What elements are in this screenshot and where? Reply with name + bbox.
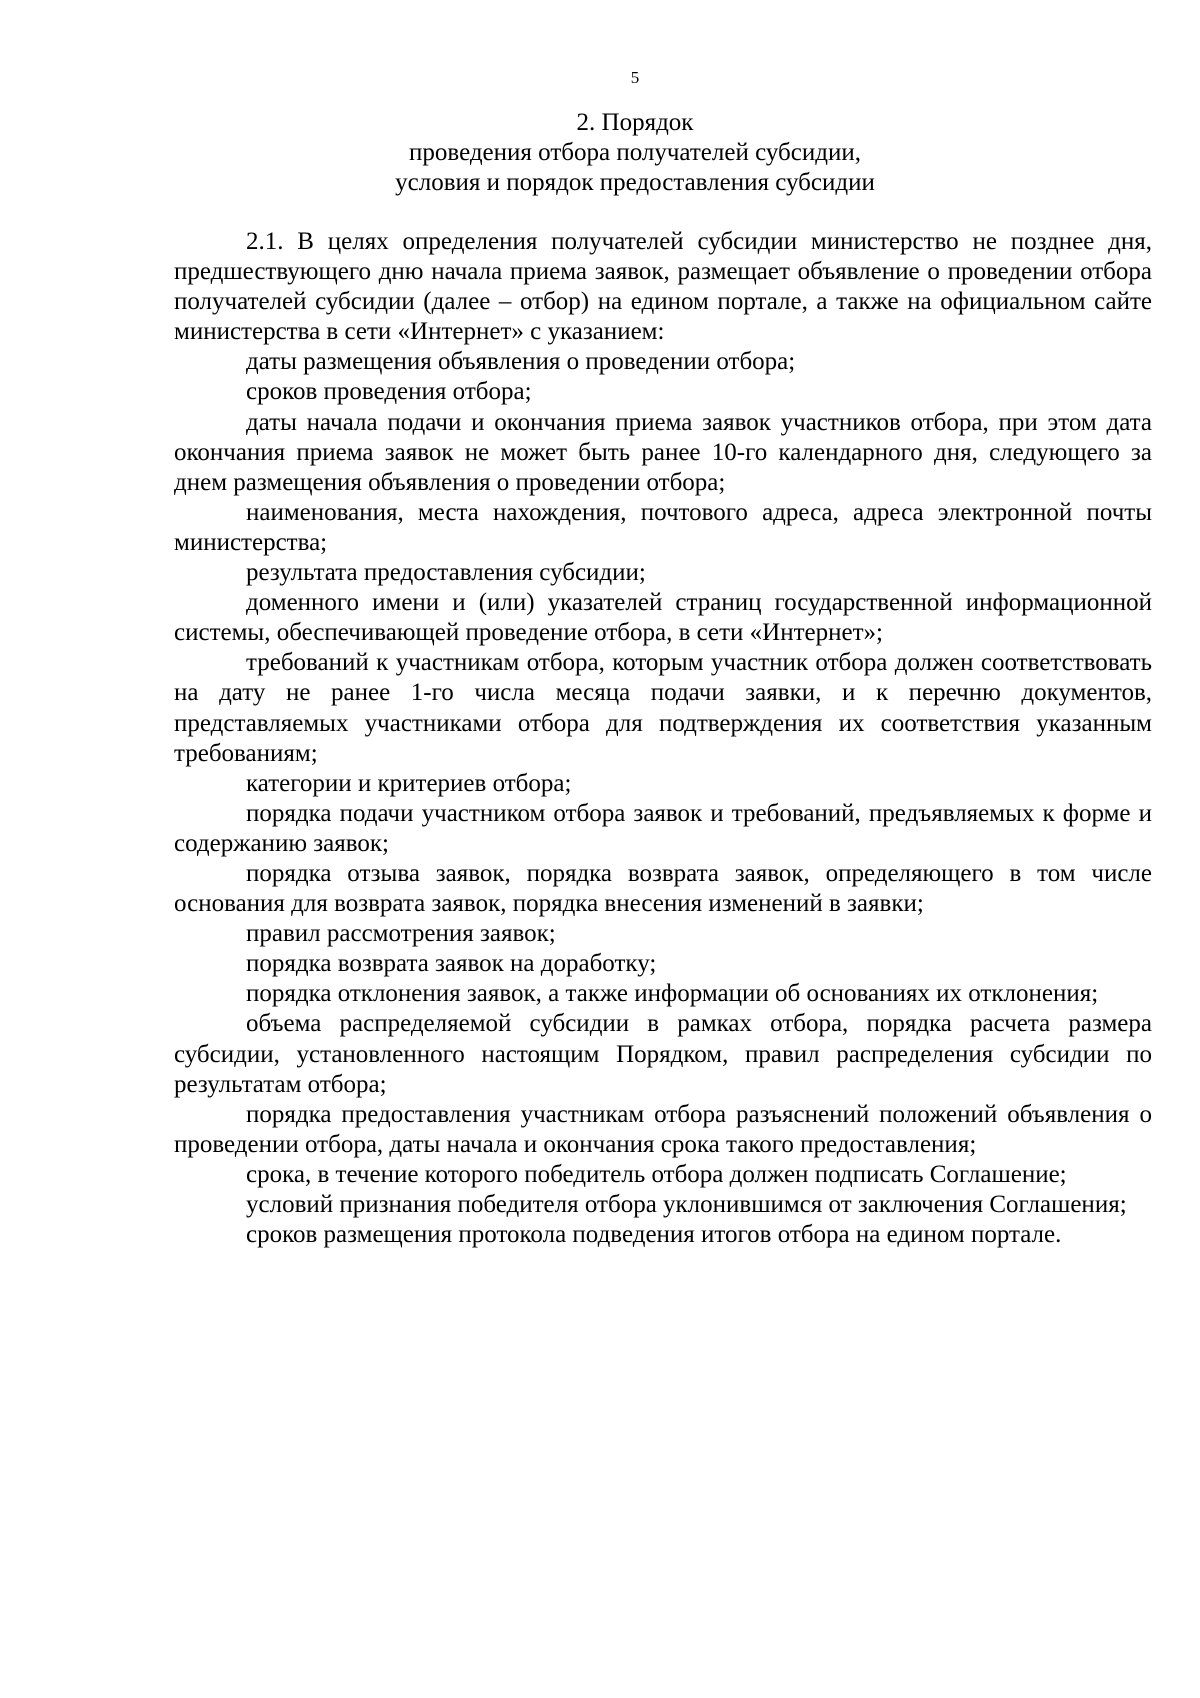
section-heading <box>0 108 1200 198</box>
section-title-line-1: 2. Порядок <box>576 109 694 136</box>
list-item: доменного имени и (или) указателей страниц государственной информационной системы, обеспечивающей проведение отбора, в сети «Интернет»; <box>174 589 1152 647</box>
list-item: категории и критериев отбора; <box>246 769 572 797</box>
list-item: порядка возврата заявок на доработку; <box>246 950 657 978</box>
section-title-line-3: условия и порядок предоставления субсидии <box>395 169 875 196</box>
list-item: порядка предоставления участникам отбора разъяснений положений объявления о проведении отбора, даты начала и окончания срока такого предоставления; <box>174 1100 1152 1158</box>
list-item: результата предоставления субсидии; <box>246 559 646 587</box>
list-item: порядка подачи участником отбора заявок и требований, предъявляемых к форме и содержанию заявок; <box>174 799 1152 857</box>
page-number: 5 <box>630 68 640 87</box>
list-item: наименования, места нахождения, почтового адреса, адреса электронной почты министерства; <box>174 498 1152 556</box>
list-item: даты начала подачи и окончания приема заявок участников отбора, при этом дата окончания приема заявок не может быть ранее 10-го календарного дня, следующего за днем размещения объявления о проведении отбора; <box>174 408 1152 496</box>
list-item: правил рассмотрения заявок; <box>246 920 556 948</box>
list-item: порядка отзыва заявок, порядка возврата заявок, определяющего в том числе основания для возврата заявок, порядка внесения изменений в заявки; <box>174 859 1152 918</box>
list-item: даты размещения объявления о проведении отбора; <box>246 348 796 376</box>
list-item: срока, в течение которого победитель отбора должен подписать Соглашение; <box>246 1160 1067 1188</box>
paragraph-2-1: 2.1. В целях определения получателей субсидии министерство не позднее дня, предшествующего дню начала приема заявок, размещает объявление о проведении отбора получателей субсидии (далее – отбор) на едином портале, а также на официальном сайте министерства в сети «Интернет» с указанием: <box>174 228 1152 346</box>
list-item: сроков размещения протокола подведения итогов отбора на едином портале. <box>246 1221 1062 1249</box>
list-item: объема распределяемой субсидии в рамках отбора, порядка расчета размера субсидии, установленного настоящим Порядком, правил распределения субсидии по результатам отбора; <box>174 1010 1152 1098</box>
list-item: сроков проведения отбора; <box>246 378 532 406</box>
list-item: условий признания победителя отбора уклонившимся от заключения Соглашения; <box>246 1191 1127 1218</box>
list-item: порядка отклонения заявок, а также информации об основаниях их отклонения; <box>246 980 1099 1008</box>
section-title-line-2: проведения отбора получателей субсидии, <box>409 139 861 166</box>
list-item: требований к участникам отбора, которым участник отбора должен соответствовать на дату не ранее 1-го числа месяца подачи заявки, и к перечню документов, представляемых участниками отбора для подтверждения их соответствия указанным требованиям; <box>174 649 1152 767</box>
document-body <box>174 227 1152 1250</box>
